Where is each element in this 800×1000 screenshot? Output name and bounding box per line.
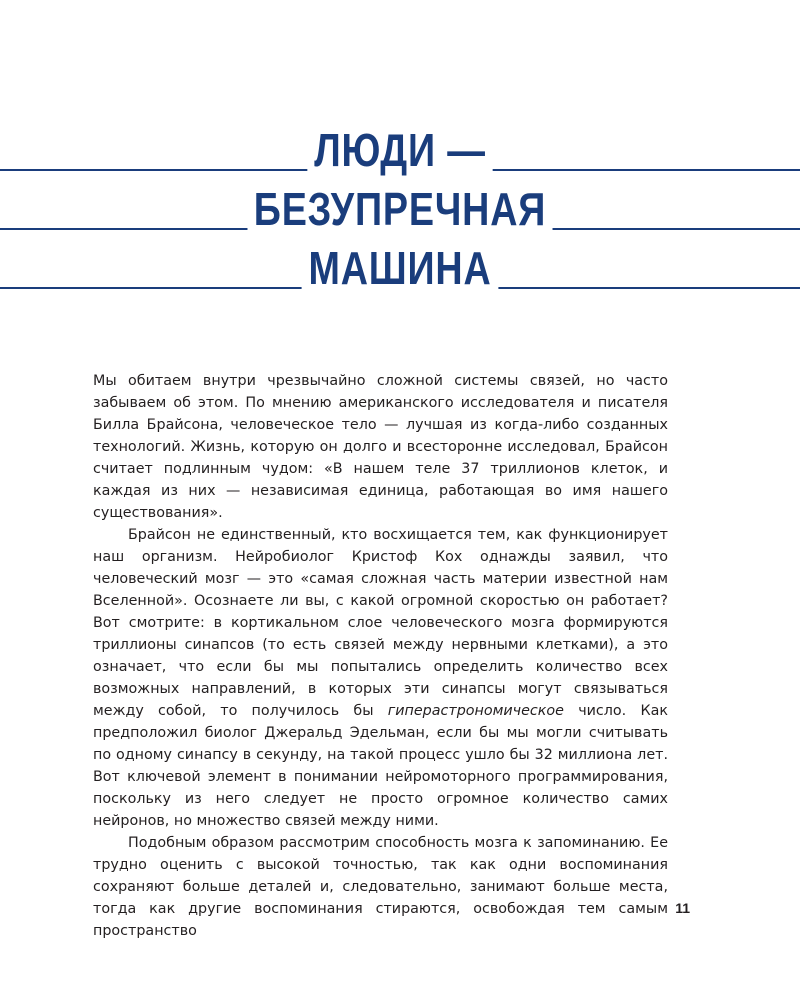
chapter-title-line-2: БЕЗУПРЕЧНАЯ [72, 181, 728, 237]
chapter-title-line-3: МАШИНА [72, 240, 728, 296]
page-number: 11 [675, 900, 690, 916]
chapter-title-line-1: ЛЮДИ — [72, 122, 728, 178]
paragraph-3: Подобным образом рассмотрим способность мозга к запоминанию. Ее трудно оценить с высокой точностью, так как одни воспоминания сохраняют больше деталей и, следовательно, занимают больше места, тогда как другие воспоминания стираются, освобождая тем самым пространство [93, 835, 668, 939]
italic-term: гиперастрономическое [387, 703, 564, 719]
paragraph-1: Мы обитаем внутри чрезвычайно сложной системы связей, но часто забываем об этом. По мнению американского исследователя и писателя Билла Брайсона, человеческое тело — лучшая из когда-либо созданных технологий. Жизнь, которую он долго и всесторонне исследовал, Брайсон считает подлинным чудом: «В нашем теле 37 триллионов клеток, и каждая из них — независимая единица, работающая во имя нашего существования». [93, 373, 668, 521]
paragraph-2: Брайсон не единственный, кто восхищается тем, как функционирует наш организм. Нейробиолог Кристоф Кох однажды заявил, что человеческий мозг — это «самая сложная часть материи известной нам Вселенной». Осознаете ли вы, с какой огромной скоростью он работает? Вот смотрите: в кортикальном слое человеческого мозга формируются триллионы синапсов (то есть связей между нервными клетками), а это означает, что если бы мы попытались определить количество всех возможных направлений, в которых эти синапсы могут связываться между собой, то получилось бы гиперастрономическое число. Как предположил биолог Джеральд Эдельман, если бы мы могли считывать по одному синапсу в секунду, на такой процесс ушло бы 32 миллиона лет. Вот ключевой элемент в понимании нейромоторного программирования, поскольку из него следует не просто огромное количество самих нейронов, но множество связей между ними. [93, 527, 668, 829]
body-text [93, 370, 668, 942]
